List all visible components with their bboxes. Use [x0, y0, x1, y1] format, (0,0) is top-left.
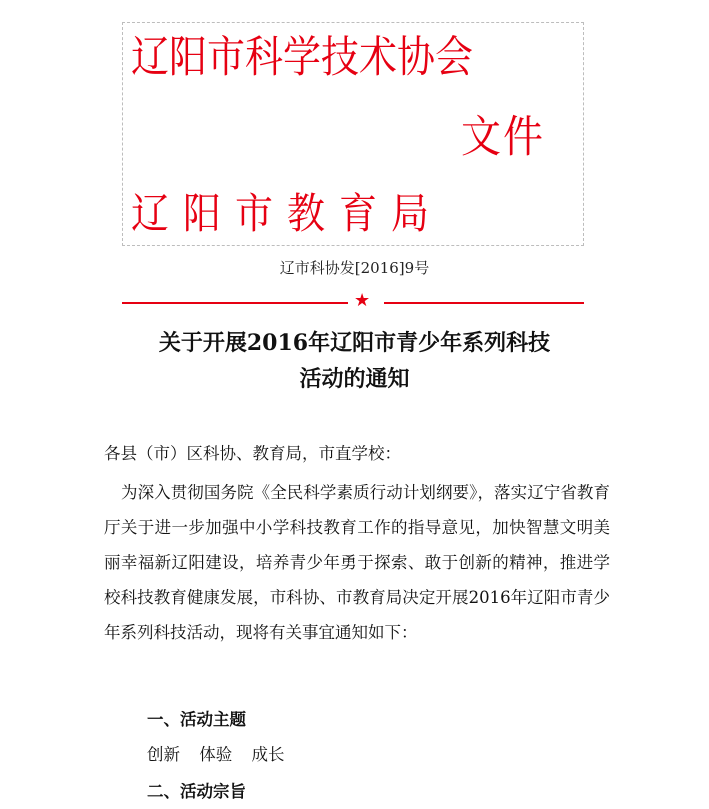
salutation: 各县（市）区科协、教育局，市直学校： — [104, 444, 401, 463]
theme-keywords — [147, 741, 299, 765]
document-title-line-1: 关于开展2016年辽阳市青少年系列科技 — [158, 330, 551, 356]
document-number: 辽市科协发[2016]9号 — [279, 259, 430, 277]
body-paragraph: 为深入贯彻国务院《全民科学素质行动计划纲要》，落实辽宁省教育厅关于进一步加强中小学科技教育工作的指导意见，加快智慧文明美丽幸福新辽阳建设，培养青少年勇于探索、敢于创新的精神，推进学校科技教育健康发展，市科协、市教育局决定开展2016年辽阳市青少年系列科技活动，现将有关事宜通知如下： — [104, 483, 610, 642]
document-label: 文件 — [461, 111, 545, 163]
theme-keyword: 体验 — [199, 745, 233, 764]
document-title-line-2: 活动的通知 — [299, 366, 410, 392]
document-header — [122, 22, 584, 246]
section-heading-theme: 一、活动主题 — [147, 710, 246, 729]
star-icon: ★ — [354, 290, 371, 311]
section-heading-purpose: 二、活动宗旨 — [147, 782, 246, 801]
divider-right-line — [384, 302, 584, 304]
theme-keyword: 创新 — [147, 745, 180, 764]
issuer-name-education-bureau: 辽阳市教育局 — [131, 189, 444, 239]
divider-left-line — [122, 302, 348, 304]
theme-keyword: 成长 — [251, 745, 285, 764]
issuer-name-science-association: 辽阳市科学技术协会 — [131, 31, 474, 83]
